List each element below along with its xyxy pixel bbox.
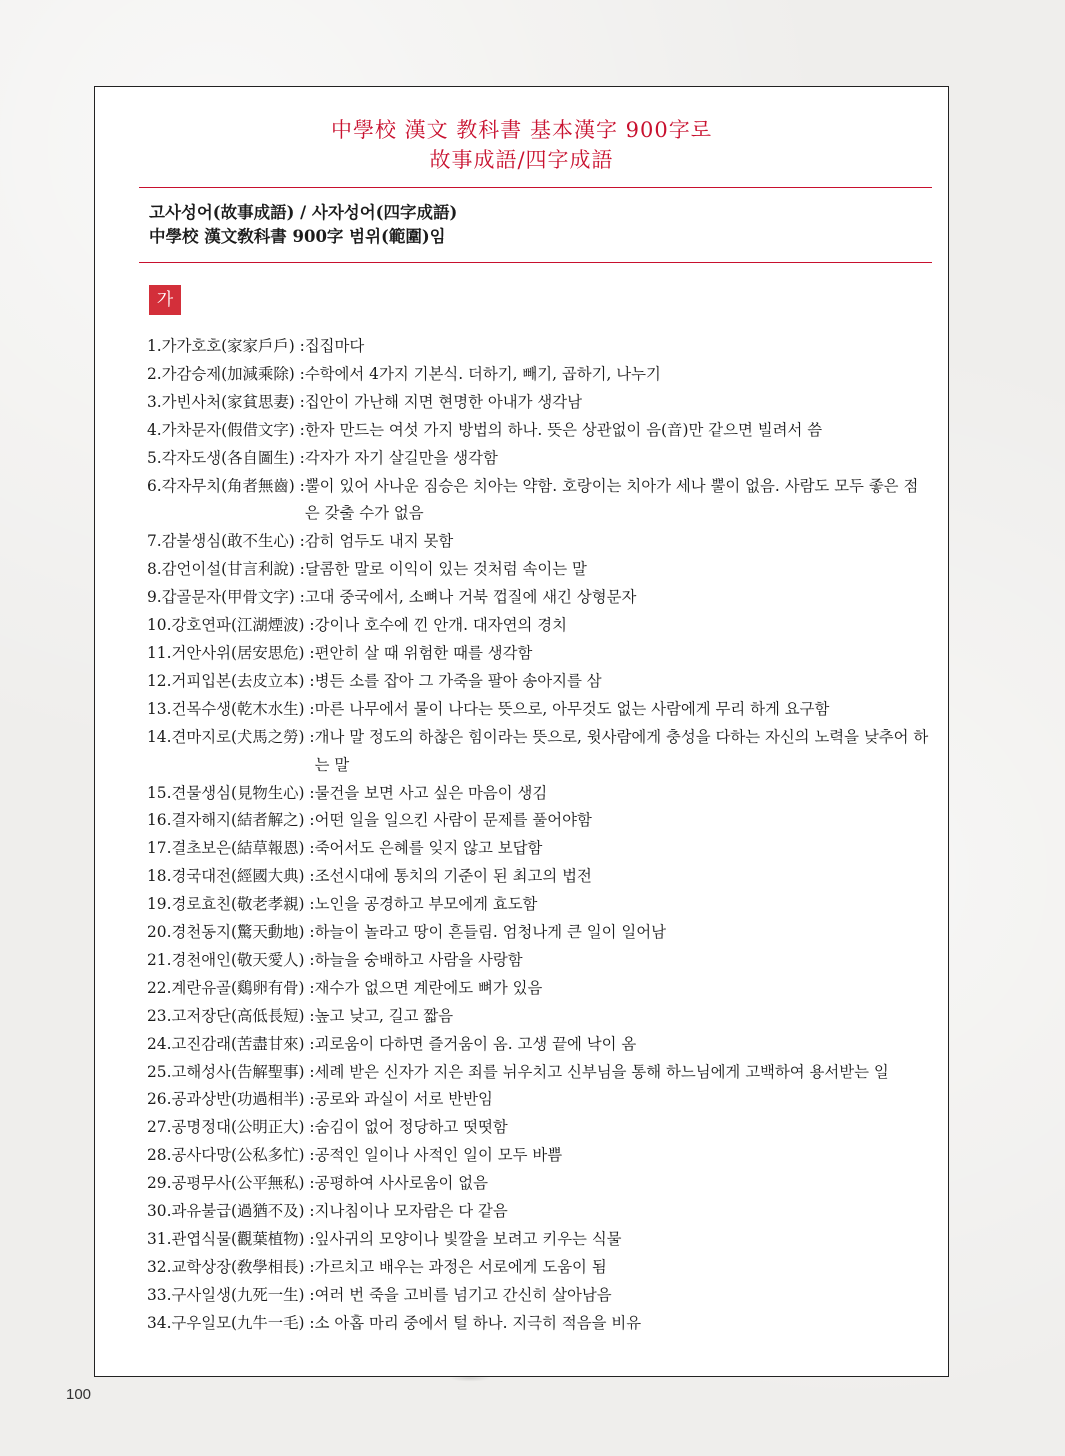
entry-definition: 공적인 일이나 사적인 일이 모두 바쁨 bbox=[314, 1146, 563, 1165]
list-item bbox=[147, 891, 947, 919]
entry-term: 1.가가호호(家家戶戶) : bbox=[147, 337, 305, 355]
entry-term: 2.가감승제(加減乘除) : bbox=[147, 364, 305, 383]
entry-term: 8.감언이설(甘言利說) : bbox=[147, 560, 305, 579]
list-item bbox=[147, 1059, 947, 1087]
entry-definition: 가르치고 배우는 과정은 서로에게 도움이 됨 bbox=[314, 1257, 607, 1276]
entry-term: 7.감불생심(敢不生心) : bbox=[147, 532, 305, 551]
list-item bbox=[147, 417, 947, 445]
entry-definition: 각자가 자기 살길만을 생각함 bbox=[304, 448, 498, 467]
entry-term: 30.과유불급(過猶不及) : bbox=[147, 1202, 315, 1221]
list-item bbox=[147, 835, 947, 863]
entry-term: 14.견마지로(犬馬之勞) : bbox=[147, 727, 315, 746]
entry-term: 19.경로효친(敬老孝親) : bbox=[147, 895, 315, 914]
entry-term: 21.경천애인(敬天愛人) : bbox=[147, 950, 315, 969]
entry-definition: 편안히 살 때 위험한 때를 생각함 bbox=[314, 643, 533, 662]
entry-definition: 하늘을 숭배하고 사람을 사랑함 bbox=[314, 950, 523, 969]
entry-definition: 한자 만드는 여섯 가지 방법의 하나. 뜻은 상관없이 음(音)만 같으면 빌려서 씀 bbox=[304, 420, 823, 439]
list-item bbox=[147, 807, 947, 835]
entry-term: 5.각자도생(各自圖生) : bbox=[147, 448, 305, 467]
entry-definition: 개나 말 정도의 하찮은 힘이라는 뜻으로, 윗사람에게 충성을 다하는 자신의 노력을 낮추어 하는 말 bbox=[314, 727, 929, 774]
list-item bbox=[147, 1086, 947, 1114]
entry-term: 10.강호연파(江湖煙波) : bbox=[147, 616, 315, 635]
entry-term: 11.거안사위(居安思危) : bbox=[147, 643, 315, 662]
entry-definition: 조선시대에 통치의 기준이 된 최고의 법전 bbox=[314, 867, 592, 886]
list-item bbox=[147, 947, 947, 975]
section-badge: 가 bbox=[149, 285, 181, 315]
entry-definition: 괴로움이 다하면 즐거움이 옴. 고생 끝에 낙이 옴 bbox=[314, 1034, 637, 1053]
list-item bbox=[147, 584, 947, 612]
list-item bbox=[147, 919, 947, 947]
entry-term: 31.관엽식물(觀葉植物) : bbox=[147, 1230, 315, 1248]
list-item bbox=[147, 556, 947, 584]
entry-definition: 높고 낮고, 길고 짧음 bbox=[314, 1006, 454, 1025]
list-item bbox=[147, 445, 947, 473]
list-item bbox=[147, 333, 947, 361]
entry-definition: 마른 나무에서 물이 나다는 뜻으로, 아무것도 없는 사람에게 무리 하게 요구함 bbox=[314, 699, 830, 718]
entry-term: 16.결자해지(結者解之) : bbox=[147, 811, 315, 830]
entry-definition: 달콤한 말로 이익이 있는 것처럼 속이는 말 bbox=[304, 560, 587, 579]
entry-definition: 지나침이나 모자람은 다 같음 bbox=[314, 1202, 508, 1221]
entry-definition: 수학에서 4가지 기본식. 더하기, 빼기, 곱하기, 나누기 bbox=[304, 364, 661, 383]
title-divider bbox=[139, 187, 932, 188]
entry-term: 20.경천동지(驚天動地) : bbox=[147, 923, 315, 942]
entry-term: 22.계란유골(鷄卵有骨) : bbox=[147, 978, 315, 997]
list-item bbox=[147, 1198, 947, 1226]
page-number: 100 bbox=[66, 1386, 92, 1403]
entry-definition: 어떤 일을 일으킨 사람이 문제를 풀어야함 bbox=[314, 811, 592, 830]
entry-term: 6.각자무치(角者無齒) : bbox=[147, 476, 305, 495]
list-item bbox=[147, 473, 947, 529]
list-item bbox=[147, 863, 947, 891]
entry-definition: 뿔이 있어 사나운 짐승은 치아는 약함. 호랑이는 치아가 세나 뿔이 없음. 사람도 모두 좋은 점은 갖출 수가 없음 bbox=[304, 476, 919, 523]
subtitle-divider bbox=[139, 262, 932, 263]
entry-definition: 죽어서도 은혜를 잊지 않고 보답함 bbox=[314, 839, 543, 858]
subtitle-line1: 고사성어(故事成語) / 사자성어(四字成語) bbox=[149, 203, 458, 222]
list-item bbox=[147, 1282, 947, 1310]
entry-definition: 감히 엄두도 내지 못함 bbox=[304, 532, 454, 551]
entry-term: 24.고진감래(苦盡甘來) : bbox=[147, 1034, 315, 1053]
list-item bbox=[147, 696, 947, 724]
entry-definition: 병든 소를 잡아 그 가죽을 팔아 송아지를 삼 bbox=[314, 671, 602, 690]
page-title-line2: 故事成語/四字成語 bbox=[429, 148, 614, 172]
entry-definition: 강이나 호수에 낀 안개. 대자연의 경치 bbox=[314, 616, 567, 635]
subtitle-line2: 中學校 漢文敎科書 900字 범위(範圍)임 bbox=[149, 227, 446, 246]
entry-term: 27.공명정대(公明正大) : bbox=[147, 1118, 315, 1137]
entry-definition: 숨김이 없어 정당하고 떳떳함 bbox=[314, 1118, 508, 1137]
list-item bbox=[147, 668, 947, 696]
list-item bbox=[147, 389, 947, 417]
page-title-line1: 中學校 漢文 教科書 基本漢字 900字로 bbox=[330, 118, 713, 142]
list-item bbox=[147, 1031, 947, 1059]
entry-term: 28.공사다망(公私多忙) : bbox=[147, 1146, 315, 1165]
entry-term: 29.공평무사(公平無私) : bbox=[147, 1174, 315, 1193]
list-item bbox=[147, 640, 947, 668]
entry-term: 13.건목수생(乾木水生) : bbox=[147, 699, 315, 718]
entry-term: 33.구사일생(九死一生) : bbox=[147, 1285, 315, 1304]
entry-definition: 잎사귀의 모양이나 빛깔을 보려고 키우는 식물 bbox=[314, 1230, 622, 1248]
entry-definition: 집집마다 bbox=[304, 337, 365, 355]
entry-definition: 공평하여 사사로움이 없음 bbox=[314, 1174, 488, 1193]
entry-term: 25.고해성사(告解聖事) : bbox=[147, 1062, 315, 1081]
list-item bbox=[147, 724, 947, 780]
entry-list bbox=[147, 333, 947, 1338]
list-item bbox=[147, 1254, 947, 1282]
list-item bbox=[147, 1142, 947, 1170]
entry-term: 15.견물생심(見物生心) : bbox=[147, 783, 315, 802]
list-item bbox=[147, 1114, 947, 1142]
entry-definition: 물건을 보면 사고 싶은 마음이 생김 bbox=[314, 783, 548, 802]
entry-definition: 여러 번 죽을 고비를 넘기고 간신히 살아남음 bbox=[314, 1285, 612, 1304]
entry-definition: 소 아홉 마리 중에서 털 하나. 지극히 적음을 비유 bbox=[314, 1313, 642, 1332]
entry-definition: 세례 받은 신자가 지은 죄를 뉘우치고 신부님을 통해 하느님에게 고백하여 용서받는 일 bbox=[314, 1062, 889, 1081]
entry-term: 4.가차문자(假借文字) : bbox=[147, 420, 305, 439]
entry-definition: 하늘이 놀라고 땅이 흔들림. 엄청나게 큰 일이 일어남 bbox=[314, 923, 666, 942]
entry-definition: 고대 중국에서, 소뼈나 거북 껍질에 새긴 상형문자 bbox=[304, 588, 637, 607]
list-item bbox=[147, 361, 947, 389]
list-item bbox=[147, 1170, 947, 1198]
entry-term: 18.경국대전(經國大典) : bbox=[147, 867, 315, 886]
list-item bbox=[147, 975, 947, 1003]
entry-term: 32.교학상장(敎學相長) : bbox=[147, 1257, 315, 1276]
entry-term: 34.구우일모(九牛一毛) : bbox=[147, 1313, 315, 1332]
entry-term: 3.가빈사처(家貧思妻) : bbox=[147, 392, 305, 411]
list-item bbox=[147, 528, 947, 556]
list-item bbox=[147, 1226, 947, 1254]
content-frame bbox=[94, 86, 949, 1377]
entry-term: 26.공과상반(功過相半) : bbox=[147, 1090, 315, 1109]
entry-term: 12.거피입본(去皮立本) : bbox=[147, 671, 315, 690]
entry-term: 23.고저장단(高低長短) : bbox=[147, 1006, 315, 1025]
entry-definition: 집안이 가난해 지면 현명한 아내가 생각남 bbox=[304, 392, 583, 411]
entry-term: 9.갑골문자(甲骨文字) : bbox=[147, 588, 305, 607]
list-item bbox=[147, 780, 947, 808]
entry-definition: 노인을 공경하고 부모에게 효도함 bbox=[314, 895, 538, 914]
entry-term: 17.결초보은(結草報恩) : bbox=[147, 839, 315, 858]
entry-definition: 재수가 없으면 계란에도 뼈가 있음 bbox=[314, 978, 543, 997]
list-item bbox=[147, 612, 947, 640]
list-item bbox=[147, 1310, 947, 1338]
entry-definition: 공로와 과실이 서로 반반임 bbox=[314, 1090, 493, 1109]
list-item bbox=[147, 1003, 947, 1031]
